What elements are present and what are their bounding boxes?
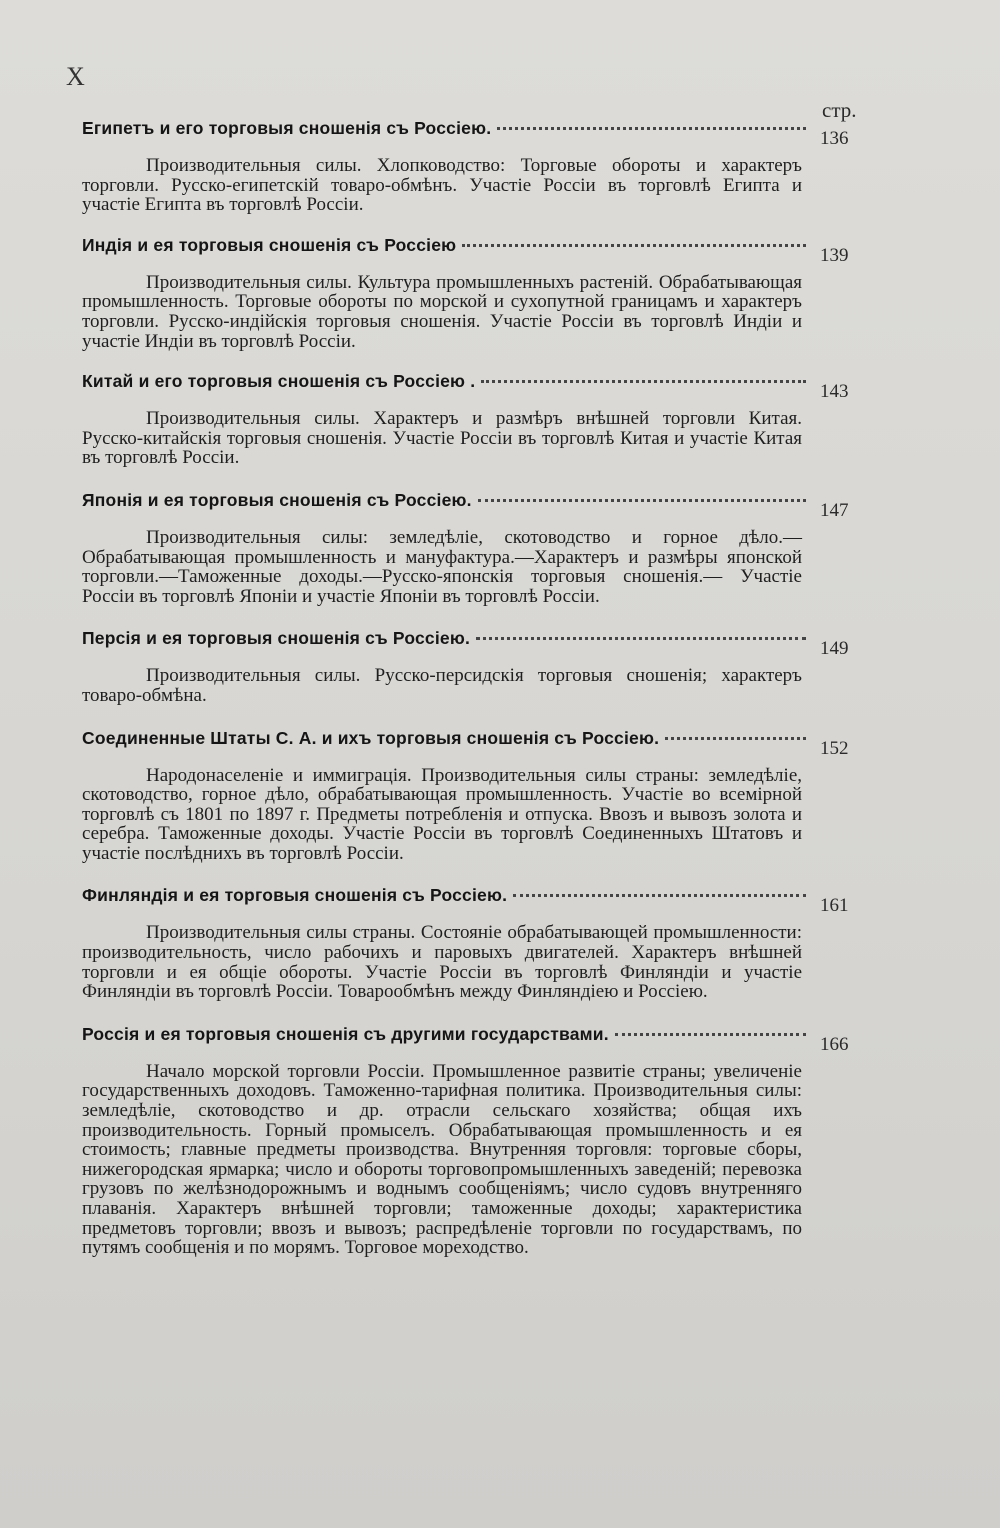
entry-page-number: 161 [820, 895, 849, 917]
toc-entry-finland [82, 885, 852, 1001]
toc-entry-india [82, 235, 852, 351]
entry-page-number: 136 [820, 128, 849, 149]
entry-title: Египетъ и его торговыя сношенія съ Россіею. [82, 118, 492, 138]
toc-entry-russia [82, 1024, 852, 1258]
entry-description: Производительныя силы. Культура промышленныхъ растеній. Обрабатывающая промышленность. Торговые обороты по морской и сухопутной границамъ и характеръ торговли. Русско-индійскія торговыя сношенія. Участіе Россіи въ торговлѣ Индіи и участіе Индіи въ торговлѣ Россіи. [82, 271, 802, 352]
dot-leader [513, 894, 806, 897]
entry-description: Народонаселеніе и иммиграція. Производительныя силы страны: земледѣліе, скотоводство, горное дѣло, обрабатывающая промышленность. Участіе во всемірной торговлѣ съ 1801 по 1897 г. Предметы потребленія и отпуска. Ввозъ и вывозъ золота и серебра. Таможенные доходы. Участіе Россіи въ торговлѣ Соединенныхъ Штатовъ и участіе послѣднихъ въ торговлѣ Россіи. [82, 764, 802, 864]
entry-description: Производительныя силы. Хлопководство: Торговые обороты и характеръ торговли. Русско-египетскій товаро-обмѣнъ. Участіе Россіи въ торговлѣ Египта и участіе Египта въ торговлѣ Россіи. [82, 155, 802, 216]
entry-description: Производительныя силы: земледѣліе, скотоводство и горное дѣло.—Обрабатывающая промышленность и мануфактура.—Характеръ и размѣры японской торговли.—Таможенные доходы.—Русско-японскія торговыя сношенія.— Участіе Россіи въ торговлѣ Японіи и участіе Японіи въ торговлѣ Россіи. [82, 526, 802, 607]
page-number: X [66, 62, 86, 91]
entry-description: Производительныя силы страны. Состояніе обрабатывающей промышленности: производительность, число рабочихъ и паровыхъ двигателей. Характеръ внѣшней торговли и ея общіе обороты. Участіе Россіи въ торговлѣ Финляндіи и участіе Финляндіи въ торговлѣ Россіи. Товарообмѣнъ между Финляндіею и Россіею. [82, 922, 802, 1003]
entry-title: Индія и ея торговыя сношенія съ Россіею [82, 234, 457, 255]
entry-description: Производительныя силы. Характеръ и размѣръ внѣшней торговли Китая. Русско-китайскія торговыя сношенія. Участіе Россіи въ торговлѣ Китая и участіе Китая въ торговлѣ Россіи. [82, 408, 802, 469]
toc-entry-egypt [82, 118, 852, 215]
toc-entry-persia [82, 628, 852, 705]
entry-page-number: 143 [820, 381, 849, 403]
entry-page-number: 149 [820, 638, 849, 660]
entry-page-number: 147 [820, 499, 849, 521]
toc-entry-china [82, 371, 852, 468]
entry-title: Китай и его торговыя сношенія съ Россіею . [82, 371, 476, 392]
toc-entry-japan [82, 490, 852, 606]
entry-page-number: 152 [820, 737, 849, 759]
dot-leader [481, 380, 806, 383]
entry-description: Производительныя силы. Русско-персидскія торговыя сношенія; характеръ товаро-обмѣна. [82, 665, 802, 706]
toc-entry-usa [82, 728, 852, 864]
dot-leader [497, 127, 806, 130]
dot-leader [478, 499, 806, 502]
entry-title: Финляндія и ея торговыя сношенія съ Россіею. [82, 885, 508, 906]
entry-title: Японія и ея торговыя сношенія съ Россіею. [82, 489, 472, 510]
entry-title: Соединенные Штаты С. А. и ихъ торговыя сношенія съ Россіею. [82, 727, 660, 748]
dot-leader [615, 1033, 806, 1036]
dot-leader [476, 637, 806, 640]
entry-title: Персія и ея торговыя сношенія съ Россіею. [82, 628, 471, 649]
entry-page-number: 139 [820, 244, 849, 266]
dot-leader [462, 244, 806, 247]
entry-title: Россія и ея торговыя сношенія съ другими государствами. [82, 1023, 609, 1044]
page-column-header: стр. [822, 98, 857, 122]
entry-description: Начало морской торговли Россіи. Промышленное развитіе страны; увеличеніе государственныхъ доходовъ. Таможенно-тарифная политика. Производительныя силы: земледѣліе, скотоводство и др. отрасли сельскаго хозяйства; общая ихъ производительность. Горный промыселъ. Обрабатывающая промышленность и ея стоимость; главные предметы производства. Внутренняя торговля: торговые сборы, нижегородская ярмарка; число и обороты торговопромышленныхъ заведеній; перевозка грузовъ по желѣзнодорожнымъ и воднымъ сообщеніямъ; число судовъ внутренняго плаванія. Характеръ внѣшней торговли; таможенные доходы; характеристика предметовъ торговли; ввозъ и вывозъ; распредѣленіе торговли по государствамъ, по путямъ сообщенія и по морямъ. Торговое мореходство. [82, 1060, 802, 1259]
table-of-contents [82, 118, 852, 1258]
dot-leader [665, 737, 806, 740]
entry-page-number: 166 [820, 1033, 849, 1055]
